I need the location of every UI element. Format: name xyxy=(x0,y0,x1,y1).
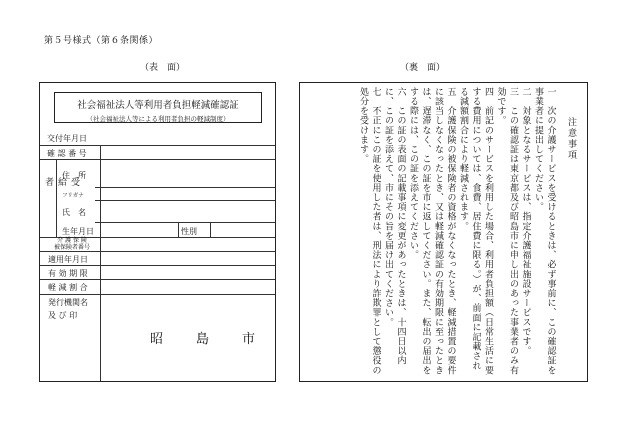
notes-item: 一 次の介護サービスを受けるときは、必ず事前に、この確認証を事業者に提出してください。 xyxy=(533,87,556,375)
notes-item: 三 この確認証は東京都及び昭島市に申し出のあった事業者のみ有効です。 xyxy=(495,87,518,375)
form-number-label: 第５号様式（第６条関係） xyxy=(44,36,159,46)
certificate-title-box xyxy=(54,92,262,123)
notes-item: 四 前記のサービスを利用した場合、利用者負担額（日常生活に要する費用については、食費、居住費に限る。）が、前面に記載される減額割合により軽減されます。 xyxy=(458,87,493,375)
confirmation-number-label: 確 認 番 号 xyxy=(47,149,87,158)
notes-item: 六 この証の表面の記載事項に変更があったときは、十四日以内に、この証を添えて、市にその旨を届け出てください。 xyxy=(383,87,406,366)
sex-label: 性別 xyxy=(181,227,197,236)
address-label: 住 所 xyxy=(62,171,86,180)
notes-item: 七 不正にこの証を使用した者は、刑法により詐欺罪として懲役の処分を受けます。 xyxy=(358,87,381,375)
issue-date-label: 交付年月日 xyxy=(47,134,87,143)
back-side-heading: （裏 面） xyxy=(400,63,446,73)
effective-date-label: 適用年月日 xyxy=(48,255,88,264)
birth-date-label: 生年月日 xyxy=(62,227,94,236)
issuer-label: 発行機関名 及 び 印 xyxy=(48,298,88,320)
recipient-label: 受給者 xyxy=(43,177,79,192)
reduction-rate-label: 軽 減 割 合 xyxy=(48,283,88,292)
name-label: 氏 名 xyxy=(62,208,86,217)
certificate-subtitle: （社会福祉法人等による利用者負担の軽減制度） xyxy=(86,115,230,123)
certificate-back-notes xyxy=(299,82,588,382)
issuer-name: 昭 島 市 xyxy=(150,332,266,347)
expiry-label: 有 効 期 限 xyxy=(48,269,88,278)
notes-item: 五 介護保険の被保険者の資格がなくなったとき、軽減措置の要件に該当しなくなったとき、又は軽減確認証の有効期限に至ったときは、遅滞なく、この証を市に返してください。また、転出の届出をする際には、この証を添えてください。 xyxy=(408,87,456,375)
insured-number-label: 介 護 保 険 被保険者番号 xyxy=(53,237,90,251)
notes-item: 二 対象となるサービスは、指定介護福祉施設サービスです。 xyxy=(520,87,531,356)
notes-title: 注意事項 xyxy=(566,117,576,161)
front-side-heading: （表 面） xyxy=(140,63,186,73)
certificate-front xyxy=(39,82,276,382)
furigana-label: フリガナ xyxy=(62,193,84,199)
notes-body xyxy=(357,87,578,377)
certificate-title: 社会福祉法人等利用者負担軽減確認証 xyxy=(77,100,239,111)
